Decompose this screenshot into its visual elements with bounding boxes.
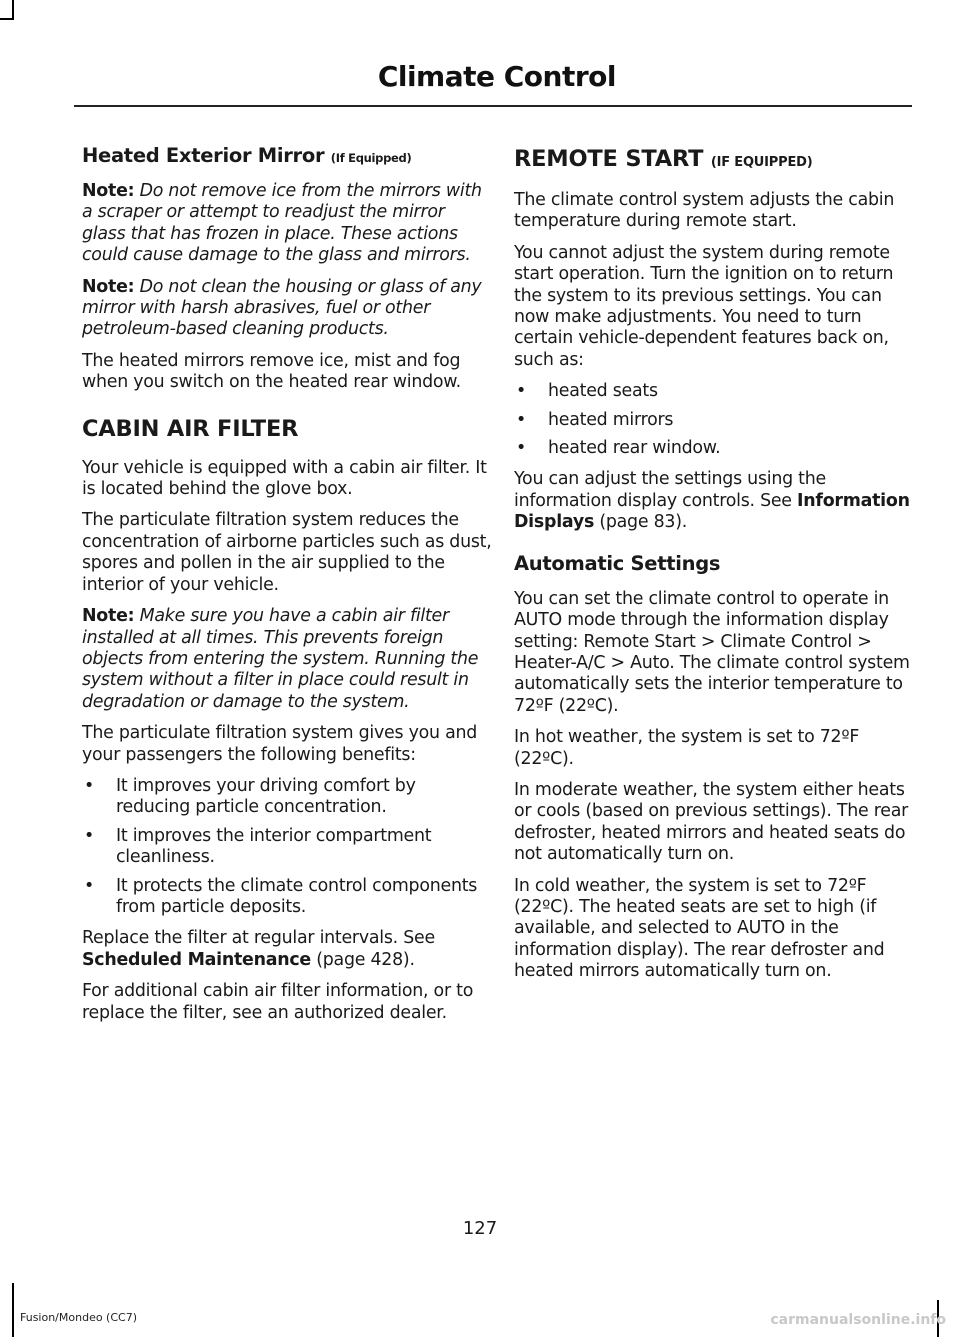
crop-mark-bottom-left (12, 1283, 14, 1337)
note-filter: Note: Make sure you have a cabin air filter installed at all times. This prevents foreign objects from entering the system. Running the system without a filter in place could result in degradation or damage to the system. (82, 606, 479, 712)
watermark: carmanualsonline.info (770, 1312, 946, 1328)
list-item: • heated rear window. (516, 438, 721, 459)
list-item: • heated seats (516, 381, 658, 402)
crop-mark-top-left-h (0, 18, 14, 20)
auto-paragraph-2: In hot weather, the system is set to 72ºF (22ºC). (514, 727, 860, 769)
left-column (82, 144, 492, 1034)
remote-paragraph-2: You cannot adjust the system during remote start operation. Turn the ignition on to return the system to its previous settings. You can now make adjustments. You need to turn certain vehicle-dependent features back on, such as: (514, 242, 894, 370)
remote-start-heading: REMOTE START (IF EQUIPPED) (514, 146, 813, 172)
auto-paragraph-4: In cold weather, the system is set to 72ºF (22ºC). The heated seats are set to high (if available, and selected to AUTO in the information display). The rear defroster and heated mirrors automatically turn on. (514, 875, 885, 982)
header-rule (74, 105, 912, 107)
scheduled-maintenance-link[interactable]: Scheduled Maintenance (82, 949, 311, 970)
replace-paragraph: Replace the filter at regular intervals. See Scheduled Maintenance (page 428). (82, 928, 435, 970)
features-list (514, 381, 910, 459)
list-item: • It improves your driving comfort by reducing particle concentration. (84, 775, 416, 818)
list-item: • heated mirrors (516, 409, 674, 430)
automatic-settings-heading: Automatic Settings (514, 551, 721, 575)
note-mirror-clean: Note: Do not clean the housing or glass of any mirror with harsh abrasives, fuel or other petroleum-based cleaning products. (82, 276, 482, 340)
filter-paragraph-1: Your vehicle is equipped with a cabin air filter. It is located behind the glove box. (82, 457, 487, 500)
mirror-heading: Heated Exterior Mirror (If Equipped) (82, 144, 412, 167)
list-item: • It protects the climate control components from particle deposits. (84, 875, 478, 917)
filter-heading: CABIN AIR FILTER (82, 415, 299, 442)
remote-paragraph-1: The climate control system adjusts the cabin temperature during remote start. (514, 190, 895, 232)
auto-paragraph-3: In moderate weather, the system either heats or cools (based on previous settings). The rear defroster, heated mirrors and heated seats do not automatically turn on. (514, 779, 909, 865)
information-displays-link[interactable]: Information Displays (514, 490, 910, 533)
footer-model: Fusion/Mondeo (CC7) (20, 1311, 138, 1324)
auto-paragraph-1: You can set the climate control to operate in AUTO mode through the information display setting: Remote Start > Climate Control > Heater-A/C > Auto. The climate control system automatically sets the interior temperature to 72ºF (22ºC). (514, 588, 910, 716)
mirror-paragraph: The heated mirrors remove ice, mist and fog when you switch on the heated rear window. (82, 350, 461, 393)
benefits-list (82, 776, 492, 918)
note-mirror-ice: Note: Do not remove ice from the mirrors with a scraper or attempt to readjust the mirror glass that has frozen in place. These actions could cause damage to the glass and mirrors. (82, 181, 482, 266)
filter-paragraph-2: The particulate filtration system reduces the concentration of airborne particles such as dust, spores and pollen in the air supplied to the interior of your vehicle. (82, 510, 492, 595)
filter-paragraph-3: The particulate filtration system gives you and your passengers the following benefits: (82, 723, 478, 765)
right-column (514, 144, 910, 993)
page-number: 127 (462, 1218, 498, 1239)
dealer-paragraph: For additional cabin air filter information, or to replace the filter, see an authorized dealer. (82, 981, 474, 1023)
page-title: Climate Control (377, 60, 616, 93)
crop-mark-top-left (12, 0, 14, 18)
list-item: • It improves the interior compartment cleanliness. (84, 825, 432, 868)
adjust-paragraph: You can adjust the settings using the information display controls. See Information Displays (page 83). (514, 469, 910, 533)
